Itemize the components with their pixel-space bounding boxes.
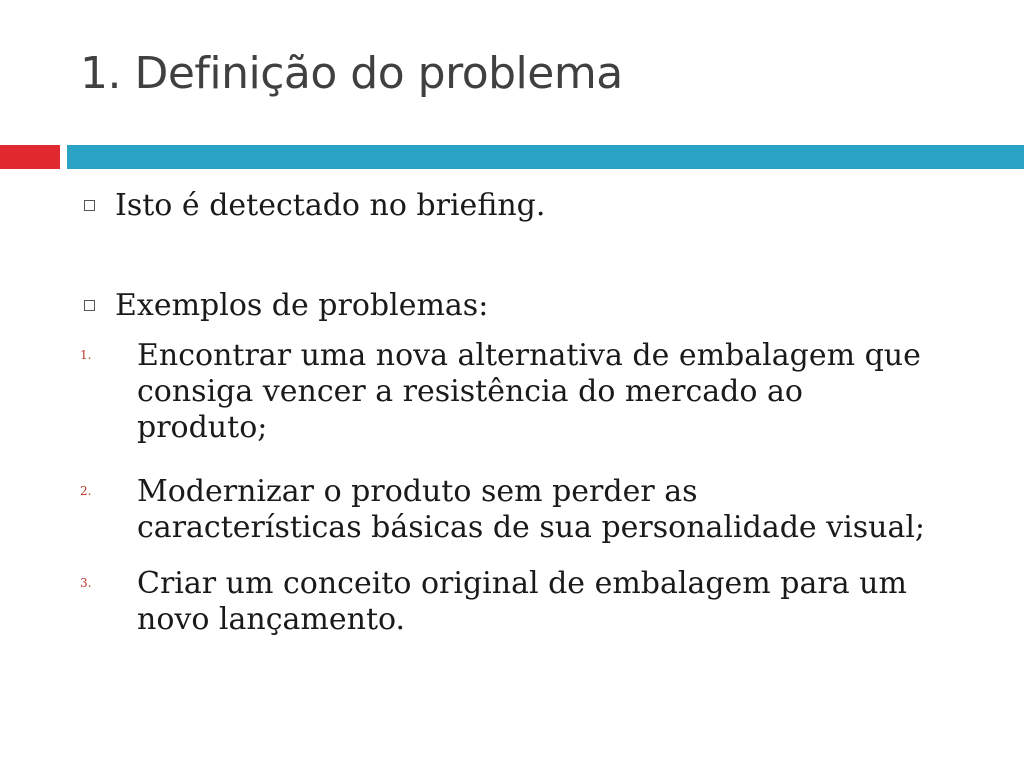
- item-line: Encontrar uma nova alternativa de embalagem que: [137, 338, 921, 373]
- item-line: Modernizar o produto sem perder as: [137, 474, 698, 509]
- item-number: 3.: [80, 576, 92, 590]
- bullet-item: [80, 186, 545, 226]
- accent-bar-red: [0, 145, 60, 169]
- item-text: [137, 338, 997, 446]
- item-text: [137, 474, 997, 546]
- item-text: [137, 566, 997, 638]
- square-bullet-icon: [84, 200, 95, 211]
- item-line: características básicas de sua personalidade visual;: [137, 510, 926, 545]
- item-line: Criar um conceito original de embalagem para um: [137, 566, 907, 601]
- bullet-text: Exemplos de problemas:: [115, 288, 489, 323]
- item-line: novo lançamento.: [137, 602, 406, 637]
- bullet-item: [80, 286, 488, 326]
- slide-title: 1. Definição do problema: [80, 48, 623, 99]
- bullet-text: Isto é detectado no briefing.: [115, 188, 546, 223]
- square-bullet-icon: [84, 300, 95, 311]
- item-number: 2.: [80, 484, 92, 498]
- item-line: produto;: [137, 410, 268, 445]
- accent-bar-blue: [67, 145, 1024, 169]
- item-line: consiga vencer a resistência do mercado ao: [137, 374, 803, 409]
- item-number: 1.: [80, 348, 92, 362]
